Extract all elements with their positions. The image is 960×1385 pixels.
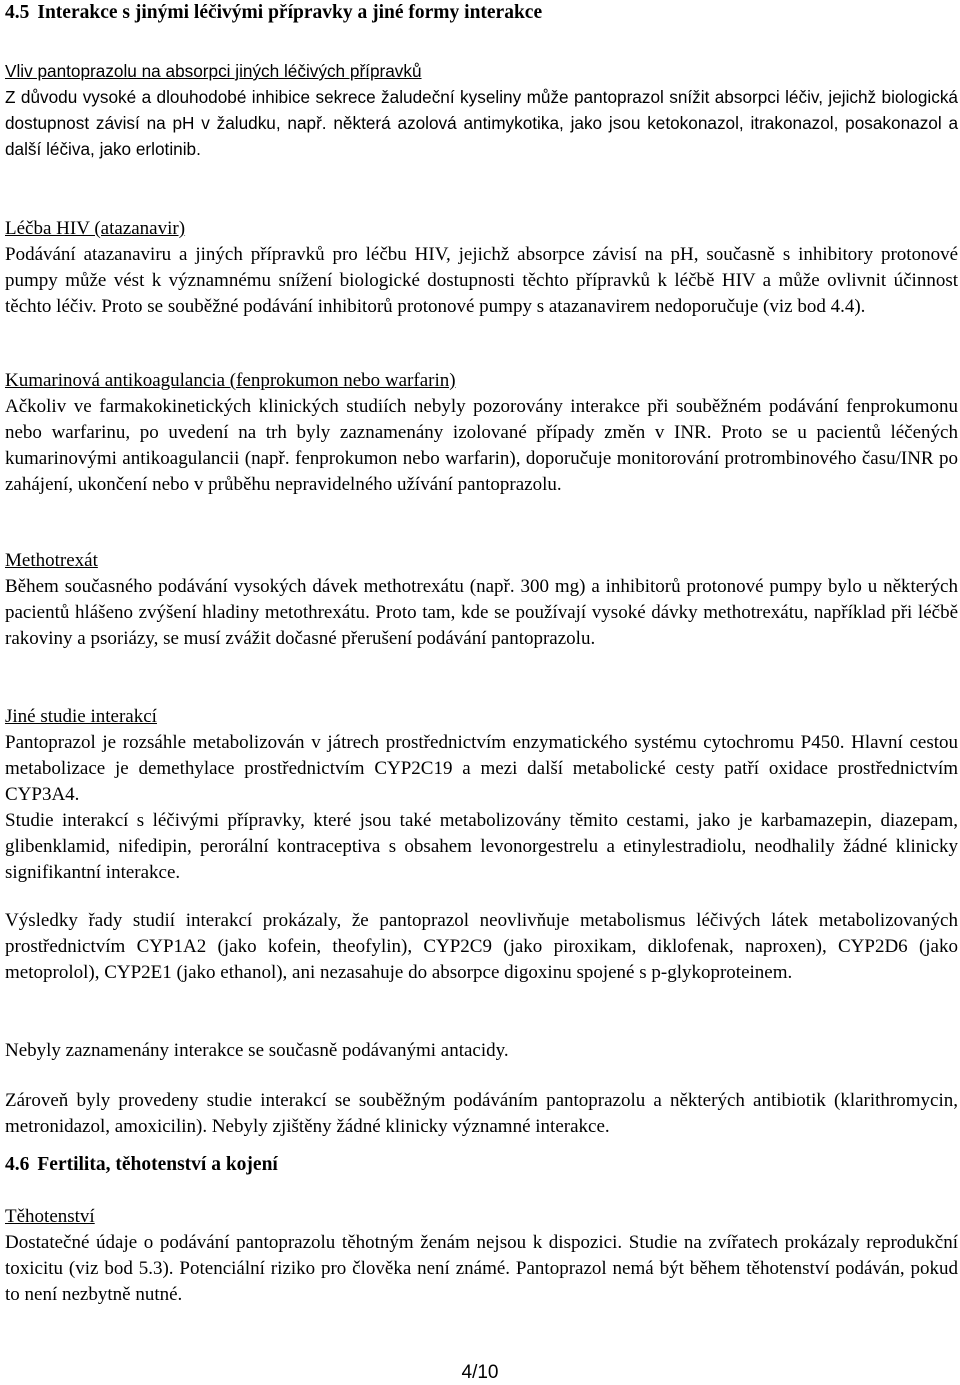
other-studies-paragraph-4: Nebyly zaznamenány interakce se současně podávanými antacidy. — [5, 1040, 509, 1061]
other-studies-heading: Jiné studie interakcí — [5, 706, 157, 727]
hiv-paragraph: Podávání atazanaviru a jiných přípravků pro léčbu HIV, jejichž absorpce závisí na pH, současně s inhibitory protonové pumpy může vést k významnému snížení biologické dostupnosti těchto přípravků k léčbě HIV a může ovlivnit účinnost těchto léčiv. Proto se souběžné podávání inhibitorů protonové pumpy s atazanavirem nedoporučuje (viz bod 4.4). — [5, 244, 958, 317]
page-number: 4/10 — [461, 1362, 499, 1383]
section-4-5-heading — [5, 0, 958, 26]
section-title: Interakce s jinými léčivými přípravky a jiné formy interakce — [37, 2, 543, 23]
pregnancy-paragraph: Dostatečné údaje o podávání pantoprazolu těhotným ženám nejsou k dispozici. Studie na zvířatech prokázaly reprodukční toxicitu (viz bod 5.3). Potenciální riziko pro člověka není známé. Pantoprazol nemá být během těhotenství podáván, pokud to není nezbytně nutné. — [5, 1232, 958, 1305]
section-number: 4.6 — [5, 1154, 30, 1175]
antibiotics-block — [5, 1088, 958, 1140]
other-studies-paragraph-5: Zároveň byly provedeny studie interakcí se souběžným podáváním pantoprazolu a některých antibiotik (klarithromycin, metronidazol, amoxicilin). Nebyly zjištěny žádné klinicky významné interakce. — [5, 1090, 958, 1137]
absorption-heading: Vliv pantoprazolu na absorpci jiných léčivých přípravků — [5, 61, 422, 81]
pregnancy-block — [5, 1204, 958, 1308]
other-studies-paragraph-3: Výsledky řady studií interakcí prokázaly, že pantoprazol neovlivňuje metabolismus léčivých látek metabolizovaných prostřednictvím CYP1A2 (jako kofein, theofylin), CYP2C9 (jako piroxikam, diklofenak, naproxen), CYP2D6 (jako metoprolol), CYP2E1 (jako ethanol), ani nezasahuje do absorpce digoxinu spojené s p-glykoproteinem. — [5, 910, 958, 983]
antacids-block — [5, 1038, 958, 1064]
other-studies-results-block — [5, 908, 958, 986]
pregnancy-heading: Těhotenství — [5, 1206, 95, 1227]
hiv-heading: Léčba HIV (atazanavir) — [5, 218, 186, 239]
other-studies-paragraph-1: Pantoprazol je rozsáhle metabolizován v játrech prostřednictvím enzymatického systému cytochromu P450. Hlavní cestou metabolizace je demethylace prostřednictvím CYP2C19 a mezi další metabolické cesty patří oxidace prostřednictvím CYP3A4. — [5, 732, 958, 805]
coumarin-heading: Kumarinová antikoagulancia (fenprokumon nebo warfarin) — [5, 370, 456, 391]
section-number: 4.5 — [5, 2, 30, 23]
absorption-paragraph: Z důvodu vysoké a dlouhodobé inhibice sekrece žaludeční kyseliny může pantoprazol snížit absorpci léčiv, jejichž biologická dostupnost závisí na pH v žaludku, např. některá azolová antimykotika, jako jsou ketokonazol, itrakonazol, posakonazol a další léčiva, jako erlotinib. — [5, 87, 958, 159]
other-studies-paragraph-2: Studie interakcí s léčivými přípravky, které jsou také metabolizovány těmito cestami, jako je karbamazepin, diazepam, glibenklamid, nifedipin, perorální kontraceptiva s obsahem levonorgestrelu a etinylestradiolu, neodhalily žádné klinicky signifikantní interakce. — [5, 810, 958, 883]
coumarin-block — [5, 368, 958, 498]
methotrexate-paragraph: Během současného podávání vysokých dávek methotrexátu (např. 300 mg) a inhibitorů protonové pumpy bylo u některých pacientů hlášeno zvýšení hladiny metothrexátu. Proto tam, kde se používají vysoké dávky methotrexátu, například při léčbě rakoviny a psoriázy, se musí zvážit dočasné přerušení podávání pantoprazolu. — [5, 576, 958, 649]
methotrexate-block — [5, 548, 958, 652]
methotrexate-heading: Methotrexát — [5, 550, 98, 571]
coumarin-paragraph: Ačkoliv ve farmakokinetických klinických studiích nebyly pozorovány interakce při souběžném podávání fenprokumonu nebo warfarinu, po uvedení na trh byly zaznamenány izolované případy změn v INR. Proto se u pacientů léčených kumarinovými antikoagulancii (např. fenprokumon nebo warfarin), doporučuje monitorování protrombinového času/INR po zahájení, ukončení nebo v průběhu nepravidelného užívání pantoprazolu. — [5, 396, 958, 495]
section-4-6-heading — [5, 1152, 958, 1178]
absorption-block — [5, 58, 958, 162]
other-studies-block — [5, 704, 958, 886]
hiv-block — [5, 216, 958, 320]
section-title: Fertilita, těhotenství a kojení — [37, 1154, 278, 1175]
